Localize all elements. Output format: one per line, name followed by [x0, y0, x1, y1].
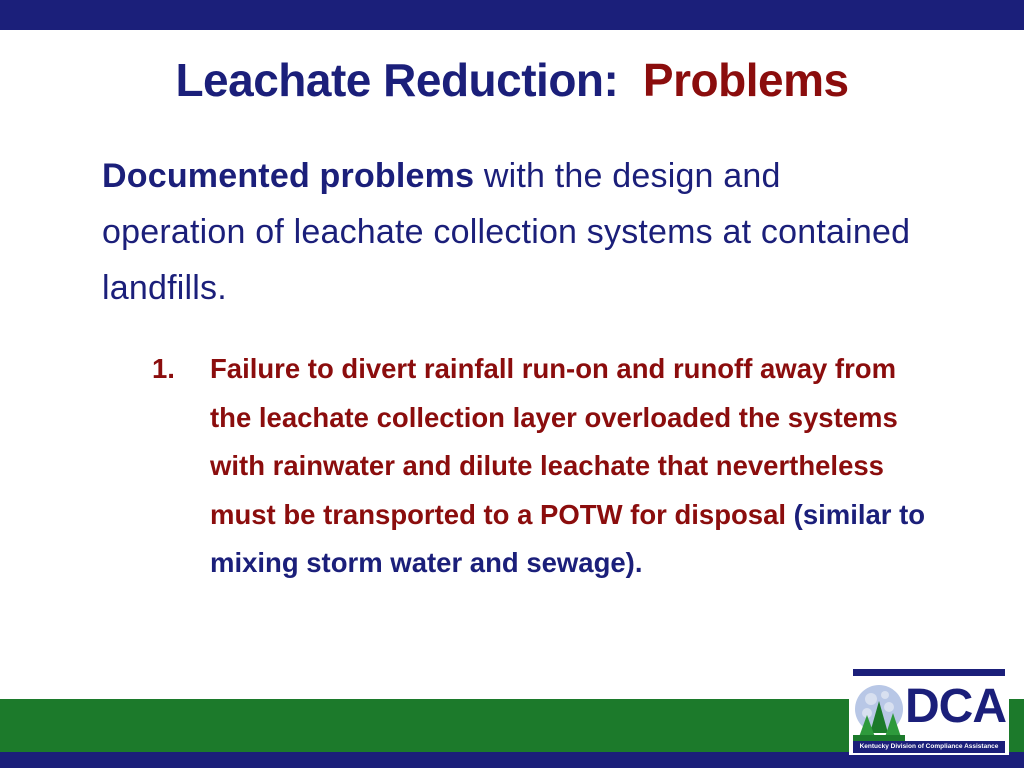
slide-title: [0, 50, 1024, 110]
intro-paragraph: [102, 148, 932, 316]
slide-title-main: Leachate Reduction:: [175, 54, 619, 106]
logo-subtitle: Kentucky Division of Compliance Assistance: [853, 741, 1005, 753]
logo-wordmark: DCA: [905, 680, 1006, 733]
logo-top-stripe: [853, 669, 1005, 676]
top-header-bar: [0, 0, 1024, 30]
list-item-text-red: Failure to divert rainfall run-on and runoff away from the leachate collection layer overloaded the systems with rainwater and dilute leachate that nevertheless must be transported to a POTW for disposal: [210, 353, 898, 530]
list-item-number: 1.: [152, 353, 175, 384]
dca-logo: [849, 667, 1009, 755]
list-item-text-blue: (similar to mixing storm water and sewage).: [210, 498, 926, 578]
list-item-body: [210, 345, 940, 588]
intro-body-text: with the design and operation of leachate collection systems at contained landfills.: [102, 157, 911, 307]
intro-lead-text: Documented problems: [102, 157, 475, 195]
slide-title-highlight: Problems: [642, 54, 849, 106]
globe-tree-icon: [853, 681, 905, 743]
